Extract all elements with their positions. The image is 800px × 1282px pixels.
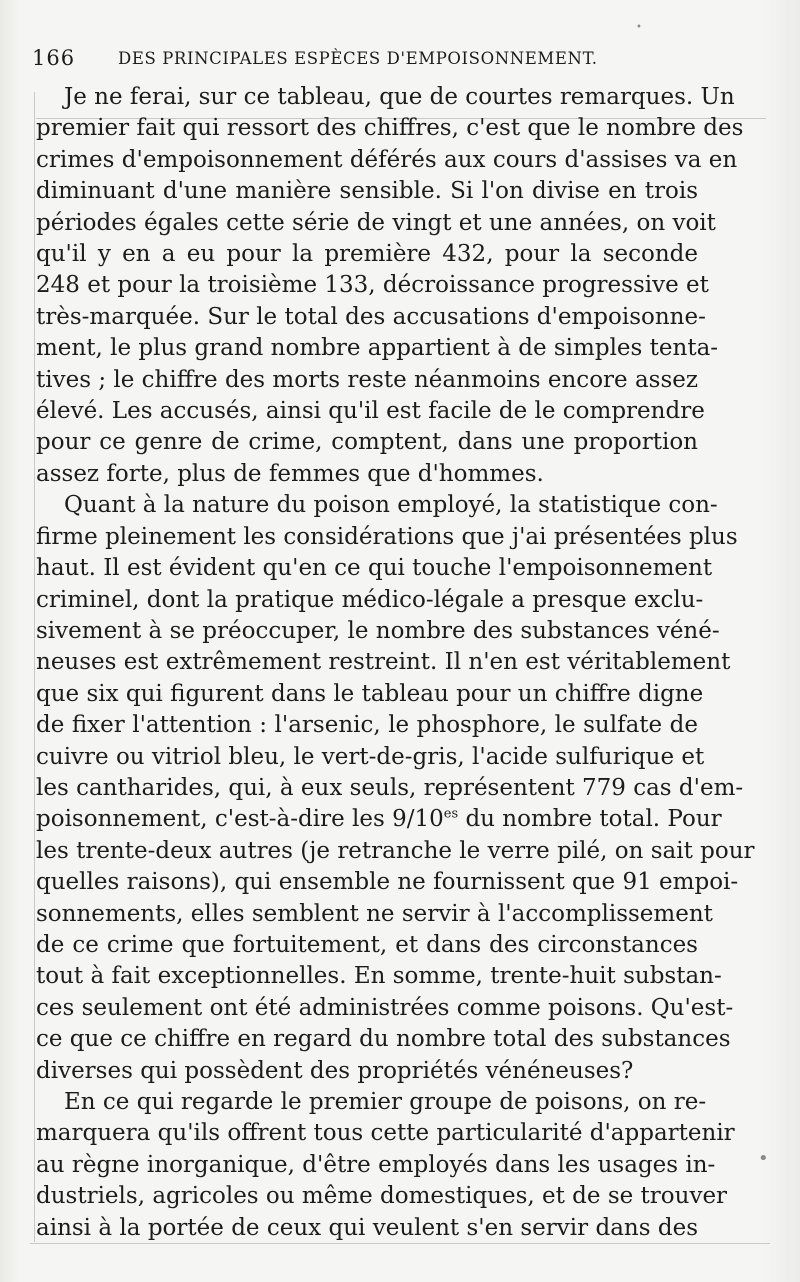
body-text (36, 82, 755, 1244)
text-line: quelles raisons), qui ensemble ne fournissent que 91 empoi- (36, 869, 739, 896)
text-segment: du nombre total. Pour (458, 806, 722, 833)
text-line: de fixer l'attention : l'arsenic, le phosphore, le sulfate de (36, 712, 698, 739)
superscript: es (443, 806, 459, 822)
text-line: firme pleinement les considérations que j'ai présentées plus (36, 523, 738, 550)
text-line: diminuant d'une manière sensible. Si l'on divise en trois (36, 178, 698, 205)
text-line: ces seulement ont été administrées comme poisons. Qu'est- (36, 994, 734, 1021)
text-line: cuivre ou vitriol bleu, le vert-de-gris, l'acide sulfurique et (36, 743, 705, 770)
scan-rule-left (34, 92, 35, 1242)
text-line: tives ; le chiffre des morts reste néanmoins encore assez (36, 366, 699, 393)
text-line: au règne inorganique, d'être employés dans les usages in- (36, 1151, 716, 1178)
text-line: haut. Il est évident qu'en ce qui touche l'empoisonnement (36, 555, 713, 582)
text-line: sivement à se préoccuper, le nombre des substances véné- (36, 617, 720, 644)
text-line: pour ce genre de crime, comptent, dans une proportion (36, 429, 698, 456)
scan-dot-mark: • (636, 22, 642, 33)
text-line: crimes d'empoisonnement déférés aux cours d'assises va en (36, 146, 738, 173)
text-line: 248 et pour la troisième 133, décroissance progressive et (36, 272, 709, 299)
text-line: premier fait qui ressort des chiffres, c'est que le nombre des (36, 115, 744, 142)
paragraph-last-line: assez forte, plus de femmes que d'hommes. (36, 460, 544, 487)
page-number: 166 (32, 46, 76, 70)
text-line: les cantharides, qui, à eux seuls, représentent 779 cas d'em- (36, 774, 744, 801)
text-line: ment, le plus grand nombre appartient à de simples tenta- (36, 335, 719, 362)
text-line: Je ne ferai, sur ce tableau, que de courtes remarques. Un (64, 84, 735, 110)
text-line (36, 804, 722, 835)
text-line: ce que ce chiffre en regard du nombre total des substances (36, 1026, 731, 1053)
text-line: très-marquée. Sur le total des accusations d'empoisonne- (36, 303, 706, 330)
text-line: sonnements, elles semblent ne servir à l'accomplissement (36, 900, 713, 927)
text-line: En ce qui regarde le premier groupe de poisons, on re- (64, 1089, 707, 1115)
scan-dot-mark: • (758, 1148, 769, 1169)
text-line: dustriels, agricoles ou même domestiques, et de se trouver (36, 1183, 728, 1210)
text-line: que six qui figurent dans le tableau pour un chiffre digne (36, 680, 704, 707)
text-line: les trente-deux autres (je retranche le verre pilé, on sait pour (36, 837, 755, 864)
text-line: Quant à la nature du poison employé, la statistique con- (64, 492, 718, 519)
text-segment: poisonnement, c'est-à-dire les 9/10 (36, 806, 444, 833)
text-line: de ce crime que fortuitement, et dans des circonstances (36, 931, 698, 958)
text-line: tout à fait exceptionnelles. En somme, trente-huit substan- (36, 963, 722, 990)
text-line: ainsi à la portée de ceux qui veulent s'en servir dans des (36, 1214, 698, 1241)
paragraph-last-line: diverses qui possèdent des propriétés vénéneuses? (36, 1057, 634, 1084)
page-header (32, 46, 712, 76)
text-line: élevé. Les accusés, ainsi qu'il est facile de le comprendre (36, 398, 705, 425)
text-line: marquera qu'ils offrent tous cette particularité d'appartenir (36, 1120, 735, 1147)
running-title: DES PRINCIPALES ESPÈCES D'EMPOISONNEMENT. (118, 49, 598, 68)
text-line: qu'il y en a eu pour la première 432, pour la seconde (36, 241, 698, 268)
text-line: périodes égales cette série de vingt et une années, on voit (36, 209, 716, 236)
text-line: neuses est extrêmement restreint. Il n'en est véritablement (36, 649, 731, 676)
text-line: criminel, dont la pratique médico-légale a presque exclu- (36, 586, 704, 613)
